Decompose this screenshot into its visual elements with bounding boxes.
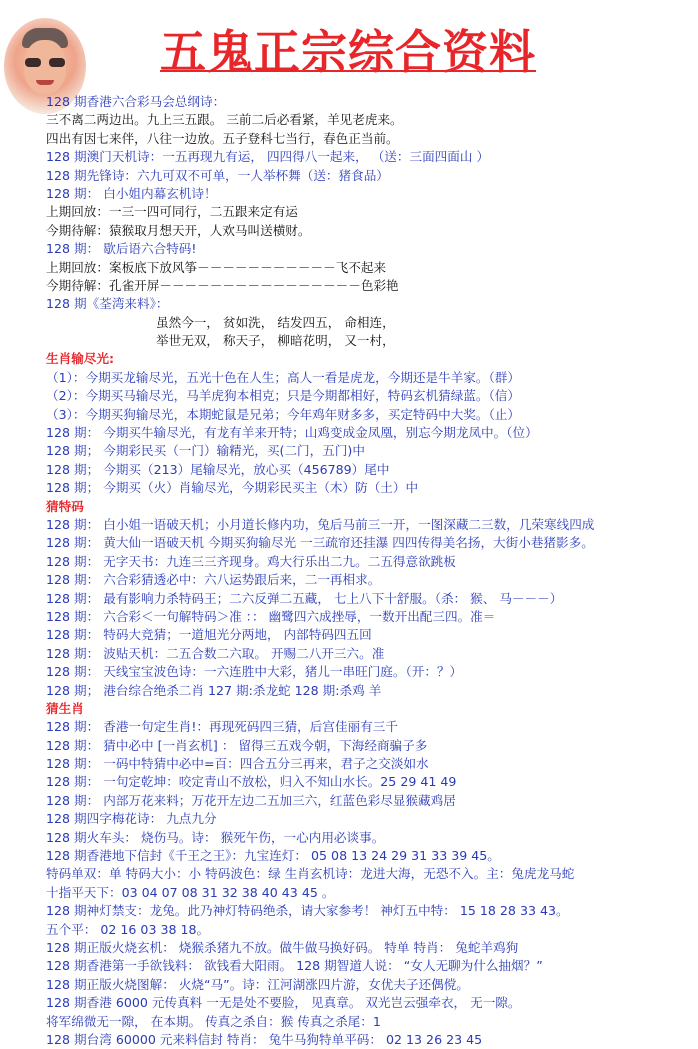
page-title: 五鬼正宗综合资料 xyxy=(160,25,536,79)
text-line: 128 期： 白小姐内幕玄机诗！ xyxy=(46,185,217,201)
text-line: 特码单双：单 特码大小：小 特码波色：绿 生肖玄机诗：龙进大海，无恐不入。主：兔虎龙马蛇 xyxy=(46,866,575,882)
text-line: 128 期香港六合彩马会总纲诗： xyxy=(46,94,226,109)
text-line: 128 期； 今期买（213）尾输尽光，放心买（456789）尾中 xyxy=(46,461,390,477)
text-line: 128 期： 无字天书：九连三三齐现身。鸡大行乐出二九。二五得意欲跳板 xyxy=(46,553,456,569)
text-line: 128 期： 六合彩＜一句解特码＞准 ：： 幽鹭四六成挫辱，一数开出配三四。准＝ xyxy=(46,608,496,624)
text-line: （2）：今期买马输尽光，马羊虎狗本相克；只是今期都相好，特码玄机猜绿蓝。（信） xyxy=(46,388,520,404)
text-line: 猜生肖 xyxy=(46,700,84,716)
text-line: 今期待解：猿猴取月想天开，人欢马叫送横财。 xyxy=(46,222,311,238)
text-line: 生肖输尽光: xyxy=(46,351,115,367)
text-line: 128 期； 今期买（火）肖输尽光，今期彩民买主（木）防（土）中 xyxy=(46,480,419,496)
text-line: 128 期正版火烧玄机： 烧猴杀猪九不放。做牛做马换好码。 特单 特肖： 兔蛇羊鸡狗 xyxy=(46,939,519,955)
text-line: 128 期台湾 60000 元来料信封 特肖： 兔牛马狗特单平码： 02 13 26 23 45 xyxy=(46,1031,483,1047)
text-line: 128 期： 最有影响力杀特码王；二六反弹二五藏， 七上八下十舒服。（杀： 猴、 马－－－） xyxy=(46,590,563,606)
text-line: 128 期： 波贴天机：二五合数二六取。 开赐二八开三六。准 xyxy=(46,645,385,661)
text-line: 128 期： 歇后语六合特码! xyxy=(46,241,197,257)
text-line: 128 期： 今期买牛输尽光，有龙有羊来开特；山鸡变成金凤凰，别忘今期龙凤中。（位） xyxy=(46,425,538,441)
text-line: 128 期香港地下信封《千王之王》：九宝连灯： 05 08 13 24 29 31 33 39 45。 xyxy=(46,848,500,864)
text-line: 上期回放：一三一四可同行，二五跟来定有运 xyxy=(46,204,298,220)
text-line: 五个平： 02 16 03 38 18。 xyxy=(46,921,210,937)
text-line: 上期回放：案板底下放风筝－－－－－－－－－－－飞不起来 xyxy=(46,259,387,275)
document-body xyxy=(46,93,694,1049)
text-line: 猜特码 xyxy=(46,498,84,514)
text-line: 四出有因七来伴，八往一边放。五子登科七当行，春色正当前。 xyxy=(46,130,399,146)
text-line: 今期待解：孔雀开屏－－－－－－－－－－－－－－－－色彩艳 xyxy=(46,277,399,293)
text-line: 十指平天下：03 04 07 08 31 32 38 40 43 45 。 xyxy=(46,884,335,900)
text-line: （1）：今期买龙输尽光，五光十色在人生；高人一看是虎龙，今期还是牛羊家。（群） xyxy=(46,369,520,385)
text-line: 128 期香港 6000 元传真料 一无是处不要脸， 见真章。 双光岂云强牵衣， 无一隙。 xyxy=(46,995,521,1011)
text-line: 举世无双， 称天子， 柳暗花明， 又一村， xyxy=(156,333,395,349)
text-line: 128 期香港第一手欲钱料： 欲钱看大阳雨。 128 期智道人说： “女人无聊为什么抽烟？” xyxy=(46,958,543,974)
text-line: 128 期； 今期彩民买（一门）输精光，买(二门，五门)中 xyxy=(46,443,365,459)
text-line: 128 期《荃湾来料》： xyxy=(46,296,169,312)
text-line: 128 期： 猜中必中 [一肖玄机] ： 留得三五戏今朝，下海经商骗子多 xyxy=(46,737,428,753)
text-line: 128 期先锋诗：六九可双不可单，一人举杯舞（送：猪食品） xyxy=(46,167,389,183)
text-line: 虽然今一， 贫如洗， 结发四五， 命相连， xyxy=(156,314,395,330)
text-line: 128 期： 一句定乾坤：咬定青山不放松，归入不知山水长。25 29 41 49 xyxy=(46,774,457,790)
text-line: 128 期火车头： 烧伤马。诗： 猴死午伤，一心内用必谈事。 xyxy=(46,829,385,845)
text-line: 128 期； 港台综合绝杀二肖 127 期:杀龙蛇 128 期:杀鸡 羊 xyxy=(46,682,382,698)
text-line: 128 期： 六合彩猜透必中：六八运势跟后来，二一再相求。 xyxy=(46,572,381,588)
text-line: 128 期： 内部万花来料；万花开左边二五加三六，红蓝色彩尽显猴藏鸡居 xyxy=(46,792,456,808)
text-line: 128 期： 白小姐一语破天机；小月道长修内功，兔后马前三一开，一图深藏二三数，几荣寒线四成 xyxy=(46,516,595,532)
text-line: 128 期： 一码中特猜中必中=百：四合五分三再来，君子之交淡如水 xyxy=(46,756,429,772)
text-line: 将军绵微无一隙， 在本期。 传真之杀自：猴 传真之杀尾：1 xyxy=(46,1013,381,1029)
text-line: 128 期： 香港一句定生肖!：再现死码四三猜，后宫佳丽有三千 xyxy=(46,719,398,735)
text-line: 三不离二两边出。九上三五跟。 三前二后必看紧，羊见老虎来。 xyxy=(46,112,403,128)
text-line: 128 期正版火烧图解： 火烧“马”。诗：江河湖涨四片游，女优夫子还偶傥。 xyxy=(46,976,469,992)
text-line: 128 期四字梅花诗： 九点九分 xyxy=(46,811,217,827)
text-line: （3）：今期买狗输尽光，本期蛇鼠是兄弟；今年鸡年财多多，买定特码中大奖。（止） xyxy=(46,406,520,422)
text-line: 128 期神灯禁支：龙兔。此乃神灯特码绝杀，请大家参考！ 神灯五中特： 15 18 28 33 43。 xyxy=(46,903,569,919)
text-line: 128 期澳门天机诗：一五再现九有运， 四四得八一起来， （送：三面四面山 ） xyxy=(46,149,490,165)
text-line: 128 期： 特码大竞猜；一道旭光分两地， 内部特码四五回 xyxy=(46,627,372,643)
text-line: 128 期： 天线宝宝波色诗：一六连胜中大彩，猪儿一串旺门庭。（开：？） xyxy=(46,664,463,680)
text-line: 128 期： 黄大仙一语破天机 今期买狗输尽光 一三疏帘还挂瀑 四四传得美名扬，大街小巷猪影多。 xyxy=(46,535,594,551)
